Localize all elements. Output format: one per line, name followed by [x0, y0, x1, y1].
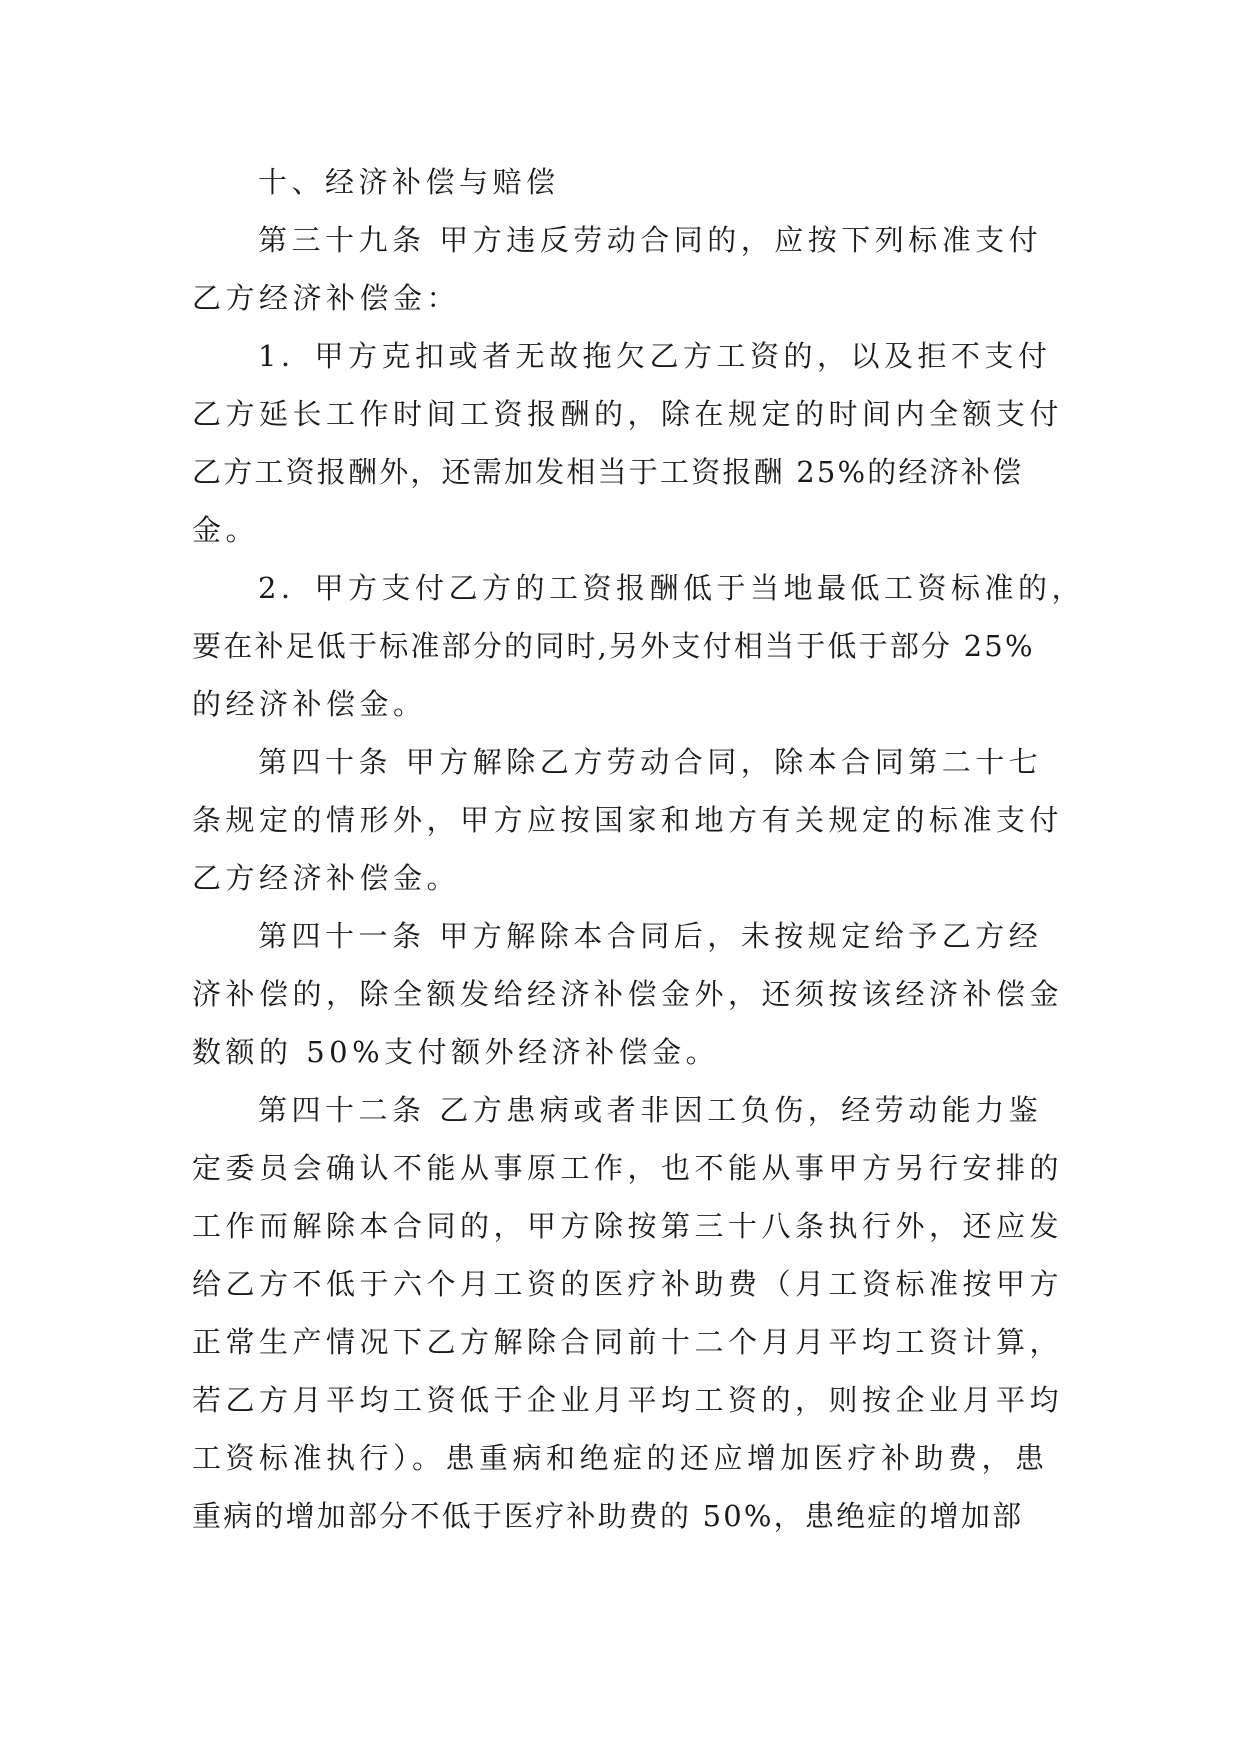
text-line: 第四十条 甲方解除乙方劳动合同，除本合同第二十七: [258, 745, 1043, 779]
text-line: 工作而解除本合同的，甲方除按第三十八条执行外，还应发: [192, 1209, 1064, 1243]
text-line: 济补偿的，除全额发给经济补偿金外，还须按该经济补偿金: [192, 977, 1064, 1011]
text-line: 第四十二条 乙方患病或者非因工负伤，经劳动能力鉴: [258, 1093, 1043, 1127]
section-heading: 十、经济补偿与赔偿: [258, 165, 560, 199]
text-line: 正常生产情况下乙方解除合同前十二个月月平均工资计算，: [192, 1325, 1064, 1359]
text-line: 给乙方不低于六个月工资的医疗补助费（月工资标准按甲方: [192, 1267, 1064, 1301]
text-line: 若乙方月平均工资低于企业月平均工资的，则按企业月平均: [192, 1383, 1064, 1417]
text-line: 乙方经济补偿金：: [192, 281, 461, 315]
text-line: 1．甲方克扣或者无故拖欠乙方工资的，以及拒不支付: [258, 339, 1052, 373]
text-line: 金。: [192, 513, 260, 547]
text-line: 乙方工资报酬外，还需加发相当于工资报酬 25%的经济补偿: [192, 455, 1024, 489]
text-line: 工资标准执行）。患重病和绝症的还应增加医疗补助费，患: [192, 1441, 1049, 1475]
text-line: 的经济补偿金。: [192, 687, 427, 721]
text-line: 定委员会确认不能从事原工作，也不能从事甲方另行安排的: [192, 1151, 1064, 1185]
text-line: 第四十一条 甲方解除本合同后，未按规定给予乙方经: [258, 919, 1043, 953]
text-line: 乙方延长工作时间工资报酬的，除在规定的时间内全额支付: [192, 397, 1064, 431]
text-line: 乙方经济补偿金。: [192, 861, 461, 895]
text-line: 要在补足低于标准部分的同时,另外支付相当于低于部分 25%: [192, 629, 1035, 663]
text-line: 2．甲方支付乙方的工资报酬低于当地最低工资标准的，: [258, 571, 1085, 605]
text-line: 第三十九条 甲方违反劳动合同的，应按下列标准支付: [258, 223, 1043, 257]
text-line: 条规定的情形外，甲方应按国家和地方有关规定的标准支付: [192, 803, 1064, 837]
text-line: 数额的 50%支付额外经济补偿金。: [192, 1035, 720, 1069]
text-line: 重病的增加部分不低于医疗补助费的 50%，患绝症的增加部: [192, 1499, 1024, 1533]
